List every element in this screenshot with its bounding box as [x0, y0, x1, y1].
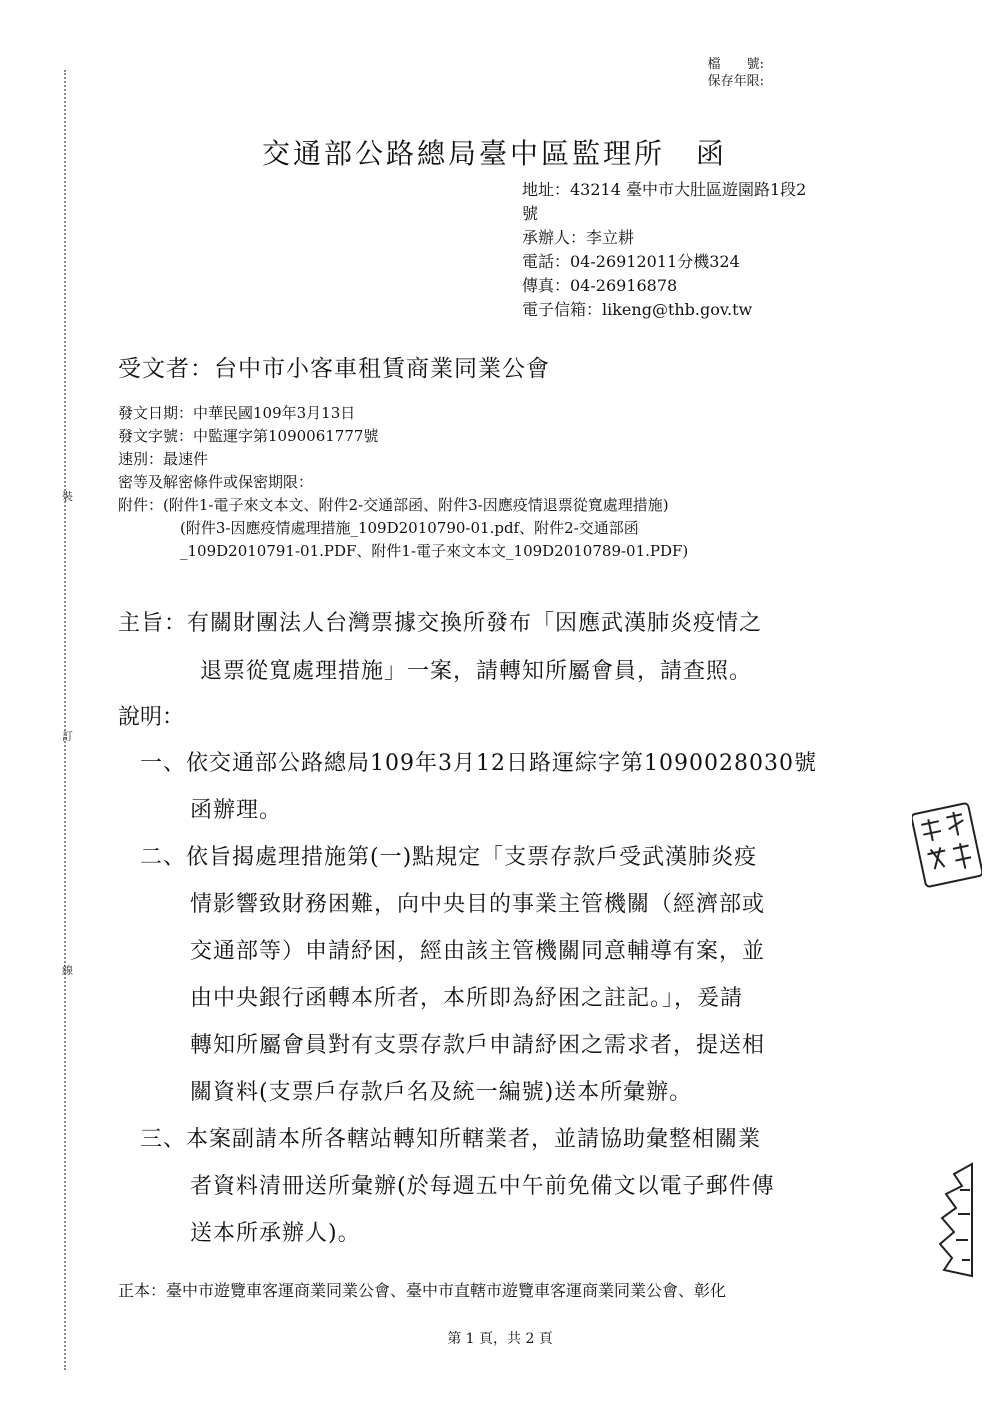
document-number: 發文字號：中監運字第1090061777號 [118, 427, 379, 445]
attachments-line-2: (附件3-因應疫情處理措施_109D2010790-01.pdf、附件2-交通部函 [180, 519, 639, 537]
binding-mark-xian: 線 [62, 964, 73, 977]
item-2-line-3: 交通部等）申請紓困，經由該主管機關同意輔導有案，並 [190, 939, 766, 964]
item-3-line-2: 者資料清冊送所彙辦(於每週五中午前免備文以電子郵件傳 [190, 1174, 775, 1199]
binding-mark-ding: 訂 [62, 730, 73, 743]
attachments-line-1: 附件：(附件1-電子來文本文、附件2-交通部函、附件3-因應疫情退票從寬處理措施) [118, 496, 669, 514]
sender-address-cont: 號 [522, 204, 539, 223]
document-meta [118, 402, 688, 563]
sender-info [522, 178, 882, 322]
issue-date: 發文日期：中華民國109年3月13日 [118, 404, 356, 422]
sender-phone: 電話：04-26912011分機324 [522, 252, 740, 271]
item-2-line-2: 情影響致財務困難，向中央目的事業主管機關（經濟部或 [190, 892, 766, 917]
sender-fax: 傳真：04-26916878 [522, 276, 678, 295]
item-3-line-3: 送本所承辦人)。 [190, 1221, 361, 1246]
item-number: 三、 [140, 1127, 187, 1152]
sender-email: 電子信箱：likeng@thb.gov.tw [522, 300, 753, 319]
item-2-line-6: 關資料(支票戶存款戶名及統一編號)送本所彙辦。 [190, 1080, 693, 1105]
electronic-seal-stamp [912, 800, 982, 890]
item-number: 一、 [140, 751, 187, 776]
subject [118, 600, 762, 696]
explanation-items [140, 740, 817, 1257]
retention-label: 保存年限: [707, 74, 764, 89]
explanation-item-1 [140, 740, 817, 834]
explanation-heading: 說明： [118, 705, 185, 730]
item-1-line-2: 函辦理。 [190, 798, 283, 823]
item-number: 二、 [140, 845, 187, 870]
speed-class: 速別：最速件 [118, 450, 209, 468]
attachments-line-3: _109D2010791-01.PDF、附件1-電子來文本文_109D2010789-01.PDF) [180, 542, 689, 560]
item-2-line-5: 轉知所屬會員對有支票存款戶申請紓困之需求者，提送相 [190, 1033, 766, 1058]
item-2-line-4: 由中央銀行函轉本所者，本所即為紓困之註記。」，爰請 [190, 986, 744, 1011]
sender-address: 地址：43214 臺中市大肚區遊園路1段2 [522, 180, 807, 199]
explanation-item-2 [140, 834, 817, 1116]
file-info [708, 56, 764, 90]
partial-seal-stamp [932, 1160, 982, 1280]
recipient: 受文者：台中市小客車租賃商業同業公會 [118, 356, 550, 382]
item-2-line-1: 二、依旨揭處理措施第(一)點規定「支票存款戶受武漢肺炎疫 [140, 845, 758, 870]
secrecy-terms: 密等及解密條件或保密期限： [118, 473, 314, 491]
page-number: 第 1 頁，共 2 頁 [447, 1331, 553, 1347]
file-number-label: 檔 號: [707, 57, 764, 72]
binding-mark-zhuang: 裝 [62, 490, 73, 503]
document-title: 交通部公路總局臺中區監理所 函 [262, 137, 728, 170]
sender-contact: 承辦人：李立耕 [522, 228, 635, 247]
item-1-line-1: 一、依交通部公路總局109年3月12日路運綜字第1090028030號 [140, 751, 817, 776]
binding-margin-line [64, 70, 66, 1370]
item-3-line-1: 三、本案副請本所各轄站轉知所轄業者，並請協助彙整相關業 [140, 1127, 762, 1152]
explanation-item-3 [140, 1116, 817, 1257]
primary-recipients: 正本：臺中市遊覽車客運商業同業公會、臺中市直轄市遊覽車客運商業同業公會、彰化 [118, 1281, 727, 1300]
subject-line-1: 主旨：有關財團法人台灣票據交換所發布「因應武漢肺炎疫情之 [118, 611, 763, 636]
subject-line-2: 退票從寬處理措施」一案，請轉知所屬會員，請查照。 [200, 659, 753, 684]
